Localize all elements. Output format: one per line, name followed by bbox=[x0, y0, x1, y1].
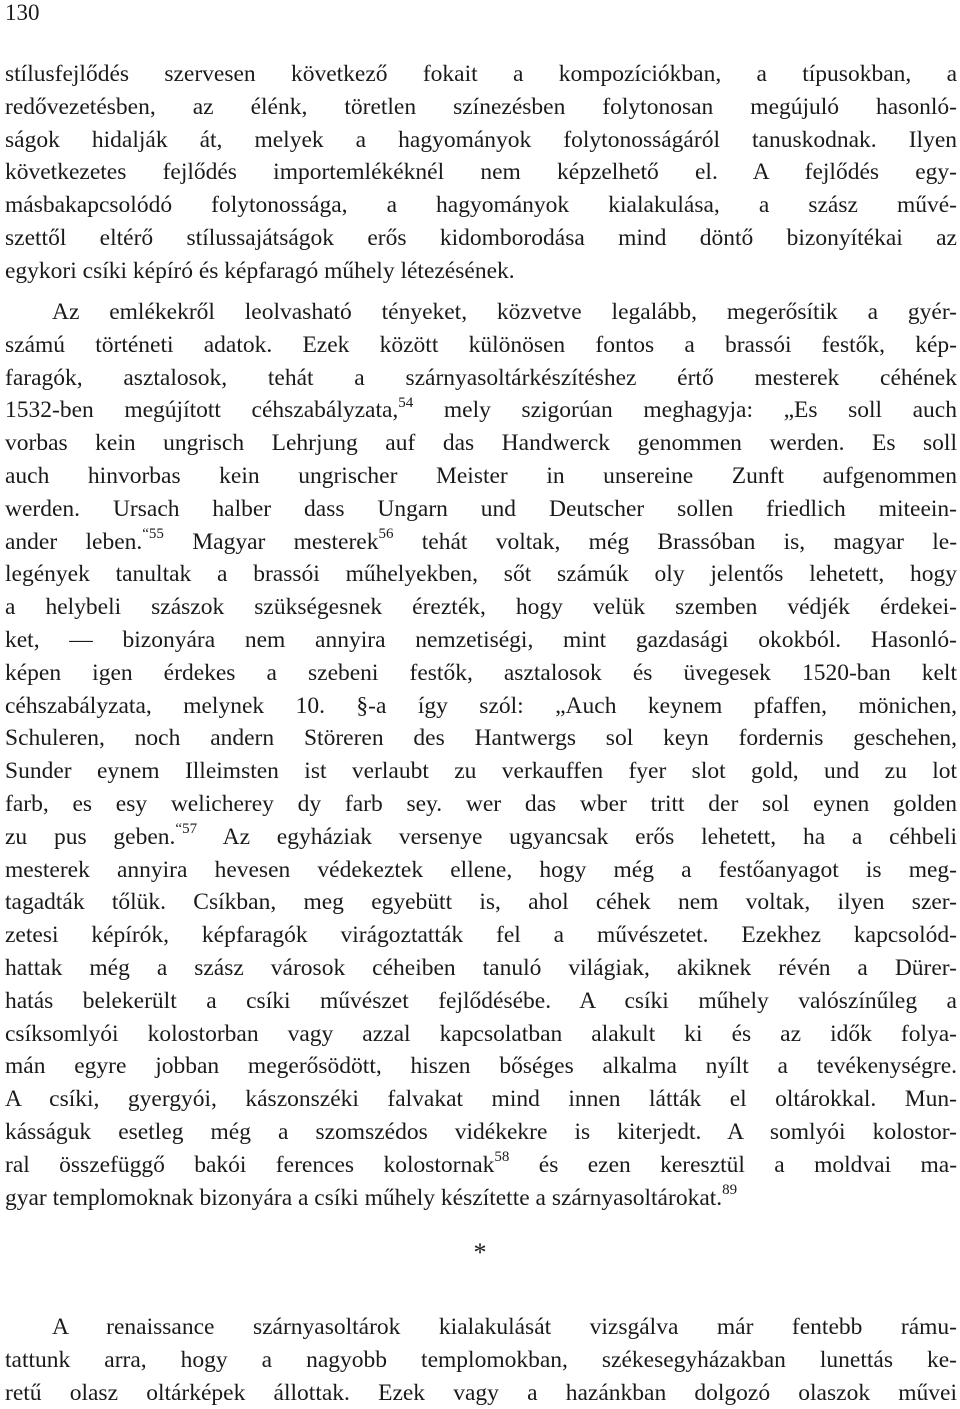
text-line: a helybeli szászok szükségesnek érezték, hogy velük szemben védjék érdekei- bbox=[5, 594, 957, 621]
text-line: Sunder eynem Illeimsten ist verlaubt zu verkauffen fyer slot gold, und zu lot bbox=[5, 758, 957, 785]
paragraph-3 bbox=[5, 1311, 957, 1409]
text-line: szettől eltérő stílussajátságok erős kidomborodása mind döntő bizonyítékai az bbox=[5, 224, 957, 251]
text-line: A csíki, gyergyói, kászonszéki falvakat mind innen látták el oltárokkal. Mun- bbox=[5, 1086, 957, 1113]
text-line: egykori csíki képíró és képfaragó műhely létezésének. bbox=[5, 257, 515, 284]
text-line: tagadták tőlük. Csíkban, meg egyebütt is, ahol céhek nem voltak, ilyen szer- bbox=[5, 889, 957, 916]
footnote-ref: 56 bbox=[378, 525, 394, 542]
text-line: stílusfejlődés szervesen következő fokait a kompozíciókban, a típusokban, a bbox=[5, 61, 957, 87]
text-line: 1532-ben megújított céhszabályzata,$^{54}$ mely szigorúan meghagyja: „Es soll auch bbox=[5, 394, 957, 424]
text-line: ket, — bizonyára nem annyira nemzetiségi, mint gazdasági okokból. Hasonló- bbox=[5, 626, 957, 653]
text-line: mán egyre jobban megerősödött, hiszen bőséges alkalma nyílt a tevékenységre. bbox=[5, 1053, 957, 1080]
section-separator: * bbox=[473, 1238, 487, 1267]
text-line: céhszabályzata, melynek 10. §-a így szól: „Auch keynem pfaffen, mönichen, bbox=[5, 692, 957, 719]
text-line: Schuleren, noch andern Störeren des Hantwergs sol keyn fordernis geschehen, bbox=[5, 725, 957, 752]
text-line: vorbas kein ungrisch Lehrjung auf das Handwerck genommen werden. Es soll bbox=[5, 430, 957, 457]
text-line: hatás belekerült a csíki művészet fejlődésébe. A csíki műhely valószínűleg a bbox=[5, 987, 957, 1014]
text-line: következetes fejlődés importemlékéknél nem képzelhető el. A fejlődés egy- bbox=[5, 159, 957, 186]
page-number: 130 bbox=[5, 0, 40, 25]
footnote-ref: “55 bbox=[142, 525, 164, 542]
text-line: mesterek annyira hevesen védekeztek ellene, hogy még a festőanyagot is meg- bbox=[5, 856, 957, 883]
text-line: tattunk arra, hogy a nagyobb templomokban, székesegyházakban lunettás ke- bbox=[5, 1346, 957, 1373]
text-line: A renaissance szárnyasoltárok kialakulását vizsgálva már fentebb rámu- bbox=[52, 1314, 957, 1340]
footnote-ref: 54 bbox=[398, 394, 414, 411]
text-line: zetesi képírók, képfaragók virágoztatták fel a művészetet. Ezekhez kapcsolód- bbox=[5, 922, 957, 949]
text-line: hattak még a szász városok céheiben tanuló világiak, akiknek révén a Dürer- bbox=[5, 954, 957, 981]
text-line: ságok hidalják át, melyek a hagyományok folytonosságáról tanuskodnak. Ilyen bbox=[5, 126, 957, 153]
text-line: retű olasz oltárképek állottak. Ezek vagy a hazánkban dolgozó olaszok művei bbox=[5, 1379, 957, 1406]
text-line: werden. Ursach halber dass Ungarn und Deutscher sollen friedlich miteein- bbox=[5, 495, 957, 522]
text-line: redővezetésben, az élénk, töretlen színezésben folytonosan megújuló hasonló- bbox=[5, 93, 957, 120]
paragraph-2 bbox=[5, 296, 957, 1214]
text-line: legények tanultak a brassói műhelyekben, sőt számúk oly jelentős lehetett, hogy bbox=[5, 561, 957, 588]
footnote-ref: 89 bbox=[722, 1181, 738, 1198]
text-line: gyar templomoknak bizonyára a csíki műhely készítette a szárnyasoltárokat.$^{89}$ bbox=[5, 1181, 738, 1211]
text-line: farb, es esy welicherey dy farb sey. wer das wber tritt der sol eynen golden bbox=[5, 790, 957, 817]
text-line: csíksomlyói kolostorban vagy azzal kapcsolatban alakult ki és az idők folya- bbox=[5, 1020, 957, 1047]
footnote-ref: 58 bbox=[494, 1148, 510, 1165]
text-line: ander leben.$^{“55}$ Magyar mesterek$^{56}$ tehát voltak, még Brassóban is, magyar le- bbox=[5, 525, 958, 555]
text-line: kásságuk esetleg még a szomszédos vidékekre is kiterjedt. A somlyói kolostor- bbox=[5, 1118, 957, 1145]
text-line: ral összefüggő bakói ferences kolostornak$^{58}$ és ezen keresztül a moldvai ma- bbox=[5, 1148, 958, 1178]
paragraph-1 bbox=[5, 58, 957, 288]
footnote-ref: “57 bbox=[175, 820, 198, 837]
text-line: faragók, asztalosok, tehát a szárnyasoltárkészítéshez értő mesterek céhének bbox=[5, 364, 957, 391]
text-line: számú történeti adatok. Ezek között különösen fontos a brassói festők, kép- bbox=[5, 331, 957, 358]
text-line: képen igen érdekes a szebeni festők, asztalosok és üvegesek 1520-ban kelt bbox=[5, 659, 957, 686]
text-line: másbakapcsolódó folytonossága, a hagyományok kialakulása, a szász művé- bbox=[5, 192, 957, 219]
text-line: auch hinvorbas kein ungrischer Meister in unsereine Zunft aufgenommen bbox=[5, 462, 957, 489]
text-line: zu pus geben.$^{“57}$ Az egyháziak versenye ugyancsak erős lehetett, ha a céhbeli bbox=[5, 820, 958, 850]
text-line: Az emlékekről leolvasható tényeket, közvetve legalább, megerősítik a gyér- bbox=[52, 299, 957, 325]
